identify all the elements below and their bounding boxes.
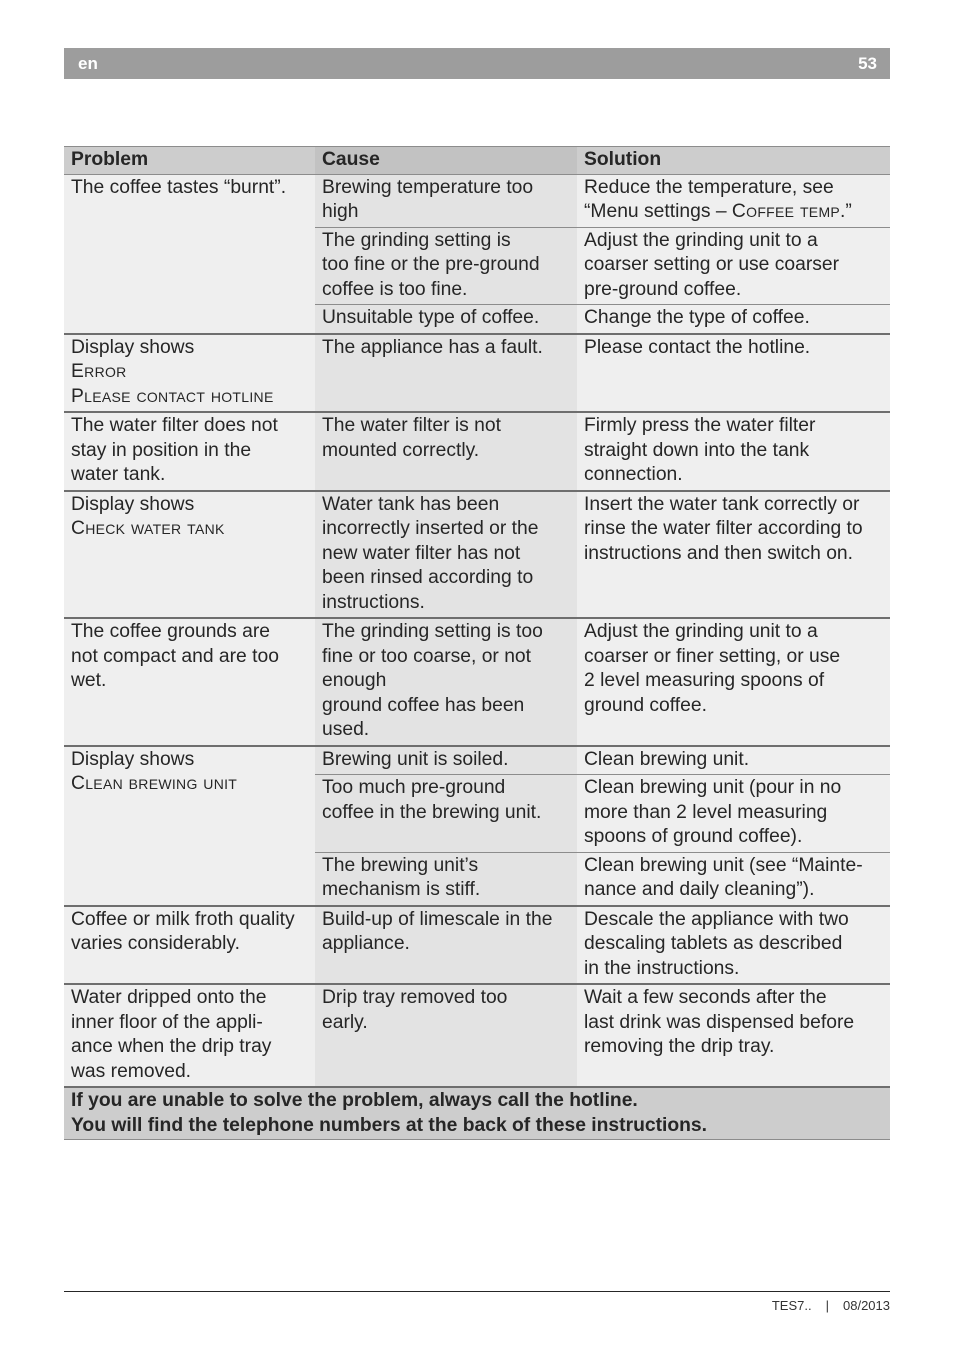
menu-option-text: Coffee temp: [731, 201, 841, 222]
problem-cell: The water filter does not stay in position in the water tank.: [64, 412, 315, 491]
solution-cell: Clean brewing unit.: [577, 746, 890, 775]
table-row: [64, 334, 890, 413]
problem-cell: [64, 174, 315, 334]
solution-cell: Wait a few seconds after the last drink was dispensed before removing the drip tray.: [577, 984, 890, 1087]
solution-cell: [577, 174, 890, 227]
language-label: en: [78, 53, 98, 73]
cause-cell: Too much pre-ground coffee in the brewing unit.: [315, 775, 577, 853]
column-header-cause: Cause: [315, 147, 577, 175]
solution-text-end: .”: [840, 201, 852, 222]
table-row: [64, 491, 890, 619]
display-message-text: Error Please contact hotline: [71, 361, 274, 407]
solution-cell: Insert the water tank correctly or rinse the water filter according to instructions and then switch on.: [577, 491, 890, 619]
problem-cell: Water dripped onto the inner floor of the appli- ance when the drip tray was removed.: [64, 984, 315, 1087]
cause-cell: Brewing unit is soiled.: [315, 746, 577, 775]
table-row: [64, 984, 890, 1087]
problem-text: Display shows: [71, 748, 195, 770]
solution-cell: Clean brewing unit (see “Mainte- nance and daily cleaning”).: [577, 852, 890, 906]
problem-text: Display shows: [71, 336, 195, 358]
display-message-text: Clean brewing unit: [71, 773, 238, 794]
problem-cell: The coffee grounds are not compact and are too wet.: [64, 618, 315, 746]
table-row: [64, 746, 890, 775]
column-header-solution: Solution: [577, 147, 890, 175]
problem-text: Display shows: [71, 493, 195, 515]
problem-cell: [64, 746, 315, 906]
solution-cell: Firmly press the water filter straight down into the tank connection.: [577, 412, 890, 491]
table-header-row: [64, 147, 890, 175]
solution-cell: Adjust the grinding unit to a coarser setting or use coarser pre-ground coffee.: [577, 227, 890, 305]
cause-cell: The grinding setting is too fine or too coarse, or not enough ground coffee has been used.: [315, 618, 577, 746]
display-message-text: Check water tank: [71, 518, 225, 539]
model-number: TES7..: [771, 1298, 812, 1313]
solution-cell: Descale the appliance with two descaling tablets as described in the instructions.: [577, 906, 890, 985]
solution-cell: Adjust the grinding unit to a coarser or finer setting, or use 2 level measuring spoons of ground coffee.: [577, 618, 890, 746]
column-header-problem: Problem: [64, 147, 315, 175]
problem-cell: [64, 334, 315, 413]
cause-cell: Build-up of limescale in the appliance.: [315, 906, 577, 985]
solution-text: Reduce the temperature, see “Menu settings –: [584, 176, 834, 222]
cause-cell: Brewing temperature too high: [315, 174, 577, 227]
table-row: [64, 174, 890, 227]
cause-cell: The water filter is not mounted correctly.: [315, 412, 577, 491]
solution-cell: Please contact the hotline.: [577, 334, 890, 413]
cause-cell: Water tank has been incorrectly inserted or the new water filter has not been rinsed according to instructions.: [315, 491, 577, 619]
solution-cell: Clean brewing unit (pour in no more than 2 level measuring spoons of ground coffee).: [577, 775, 890, 853]
page-header-bar: [64, 48, 890, 79]
edition-date: 08/2013: [843, 1298, 890, 1313]
table-row: [64, 412, 890, 491]
page-number: 53: [858, 53, 877, 73]
problem-text: The coffee tastes “burnt”.: [71, 176, 287, 198]
hotline-note: If you are unable to solve the problem, always call the hotline. You will find the telephone numbers at the back of these instructions.: [64, 1087, 890, 1140]
footer-divider: [64, 1291, 890, 1292]
cause-cell: The brewing unit’s mechanism is stiff.: [315, 852, 577, 906]
cause-cell: The grinding setting is too fine or the pre-ground coffee is too fine.: [315, 227, 577, 305]
table-row: [64, 618, 890, 746]
page-footer: [772, 1298, 890, 1313]
solution-cell: Change the type of coffee.: [577, 305, 890, 334]
troubleshooting-table: [64, 146, 890, 1140]
problem-cell: [64, 491, 315, 619]
cause-cell: The appliance has a fault.: [315, 334, 577, 413]
table-footer-row: [64, 1087, 890, 1140]
table-row: [64, 906, 890, 985]
problem-cell: Coffee or milk froth quality varies considerably.: [64, 906, 315, 985]
cause-cell: Unsuitable type of coffee.: [315, 305, 577, 334]
cause-cell: Drip tray removed too early.: [315, 984, 577, 1087]
footer-separator: |: [825, 1298, 829, 1313]
